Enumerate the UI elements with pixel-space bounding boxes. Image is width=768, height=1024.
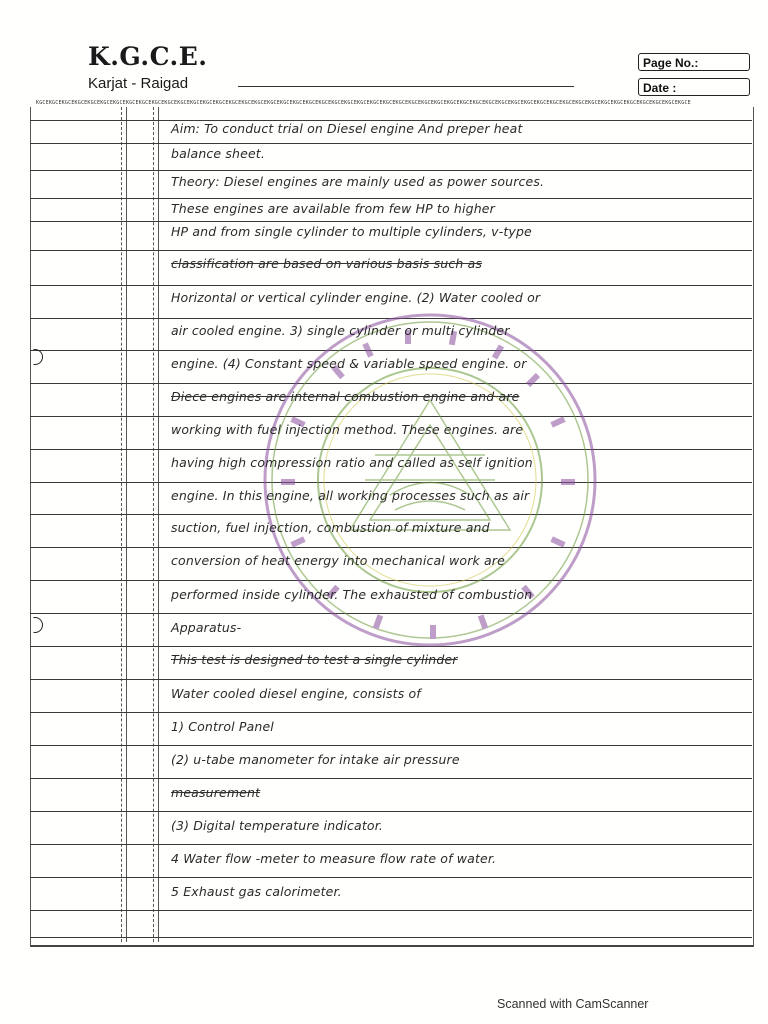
ruled-line bbox=[30, 745, 752, 746]
page-number-label: Page No.: bbox=[643, 56, 699, 70]
text-line: measurement bbox=[171, 785, 261, 800]
ruled-line bbox=[30, 250, 752, 251]
header-underline bbox=[238, 86, 574, 87]
margin-line-4 bbox=[158, 107, 159, 942]
text-line: engine. In this engine, all working processes such as air bbox=[171, 488, 530, 503]
text-line: 1) Control Panel bbox=[171, 719, 274, 734]
text-line: 4 Water flow -meter to measure flow rate of water. bbox=[171, 851, 497, 866]
ruled-line bbox=[30, 170, 752, 171]
text-line: (2) u-tabe manometer for intake air pressure bbox=[171, 752, 460, 767]
text-line: HP and from single cylinder to multiple cylinders, v-type bbox=[171, 224, 532, 239]
ruled-line bbox=[30, 221, 752, 222]
ruled-line bbox=[30, 143, 752, 144]
text-line: conversion of heat energy into mechanical work are bbox=[171, 553, 505, 568]
ruled-line bbox=[30, 844, 752, 845]
margin-line-2 bbox=[126, 107, 127, 942]
text-line: Water cooled diesel engine, consists of bbox=[171, 686, 421, 701]
ruled-line bbox=[30, 811, 752, 812]
watermark-band: KGCEKGCEKGCEKGCEKGCEKGCEKGCEKGCEKGCEKGCEKGCEKGCEKGCEKGCEKGCEKGCEKGCEKGCEKGCEKGCEKGCEKGCEKGCEKGCEKGCEKGCEKGCEKGCEKGCEKGCEKGCEKGCEKGCEKGCEKGCEKGCEKGCEKGCEKGCEKGCEKGCEKGCEKGCEKGCEKGCEKGCEKGCEKGCEKGCEKGCEKGCE bbox=[36, 100, 691, 106]
ruled-line bbox=[30, 285, 752, 286]
ruled-line bbox=[30, 712, 752, 713]
text-line: (3) Digital temperature indicator. bbox=[171, 818, 383, 833]
college-name: K.G.C.E. bbox=[88, 42, 208, 71]
college-location: Karjat - Raigad bbox=[88, 75, 189, 92]
text-line: Apparatus- bbox=[171, 620, 242, 635]
ruled-line bbox=[30, 937, 752, 938]
text-line: Aim: To conduct trial on Diesel engine And preper heat bbox=[171, 121, 523, 136]
text-line: Theory: Diesel engines are mainly used as power sources. bbox=[171, 174, 545, 189]
text-line: These engines are available from few HP to higher bbox=[171, 201, 495, 216]
margin-line-3 bbox=[153, 107, 154, 942]
date-box bbox=[638, 78, 750, 96]
text-line: 5 Exhaust gas calorimeter. bbox=[171, 884, 342, 899]
text-line: Diece engines are internal combustion engine and are bbox=[171, 389, 520, 404]
ruled-line bbox=[30, 198, 752, 199]
scanner-watermark: Scanned with CamScanner bbox=[497, 997, 649, 1011]
text-line: having high compression ratio and called as self ignition bbox=[171, 455, 533, 470]
text-line: classification are based on various basis such as bbox=[171, 256, 483, 271]
text-line: engine. (4) Constant speed & variable speed engine. or bbox=[171, 356, 527, 371]
text-line: balance sheet. bbox=[171, 146, 265, 161]
text-line: suction, fuel injection, combustion of mixture and bbox=[171, 520, 490, 535]
text-line: performed inside cylinder. The exhausted of combustion bbox=[171, 587, 533, 602]
text-line: Horizontal or vertical cylinder engine. (2) Water cooled or bbox=[171, 290, 541, 305]
ruled-line bbox=[30, 778, 752, 779]
date-label: Date : bbox=[643, 81, 677, 95]
page-number-box bbox=[638, 53, 750, 71]
margin-line-1 bbox=[121, 107, 122, 942]
text-line: working with fuel injection method. These engines. are bbox=[171, 422, 524, 437]
text-line: air cooled engine. 3) single cylinder or multi cylinder bbox=[171, 323, 510, 338]
text-line: This test is designed to test a single cylinder bbox=[171, 652, 458, 667]
ruled-line bbox=[30, 679, 752, 680]
ruled-line bbox=[30, 877, 752, 878]
ruled-line bbox=[30, 910, 752, 911]
